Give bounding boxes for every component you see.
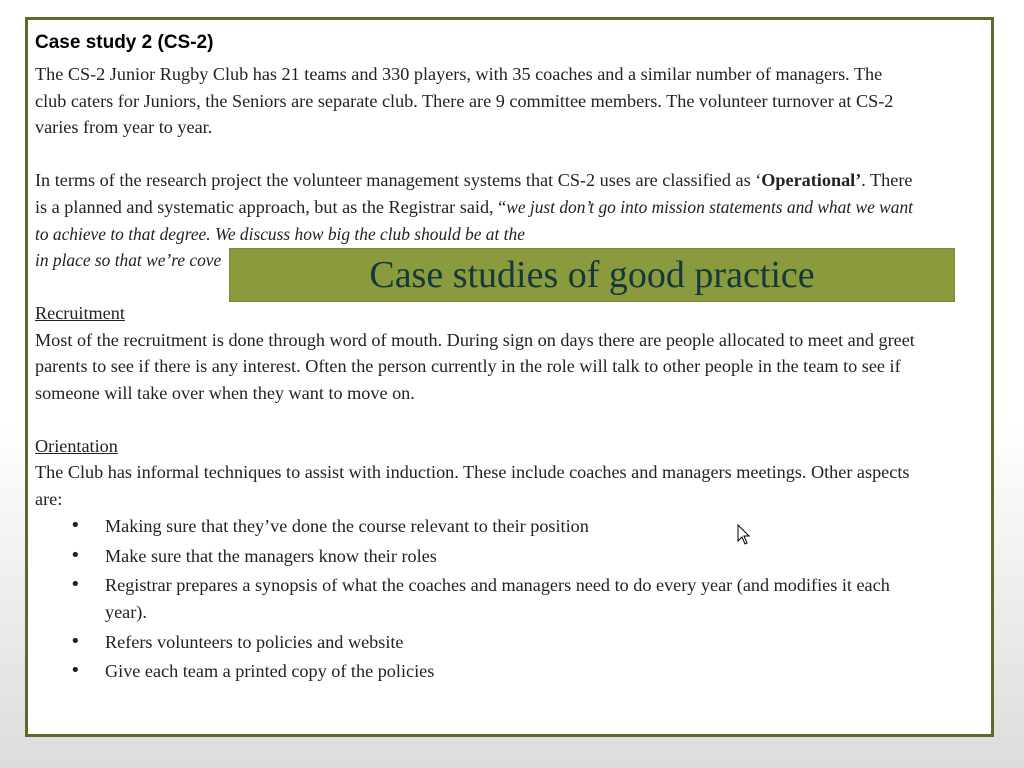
document-content (35, 31, 915, 688)
registrar-quote-end: in place so that we’re cove (35, 250, 222, 271)
list-item: • Make sure that the managers know their roles (105, 543, 915, 570)
registrar-quote: we just don’t go into mission statements and what we want to achieve to that degree. We discuss how big the club should be at the (35, 196, 913, 244)
list-item: • Making sure that they’ve done the course relevant to their position (105, 513, 915, 540)
systems-text-mid: . There is a planned and systematic approach, but as the Registrar said, “ (35, 170, 913, 217)
operational-term: Operational’ (761, 170, 862, 191)
orientation-list (35, 513, 915, 685)
case-study-title: Case study 2 (CS-2) (35, 32, 214, 53)
mouse-cursor-icon (737, 524, 751, 546)
systems-text-start: In terms of the research project the volunteer management systems that CS-2 uses are classified as ‘ (35, 170, 762, 191)
document-frame (25, 17, 994, 737)
recruitment-heading: Recruitment (35, 302, 125, 323)
title-banner: Case studies of good practice (229, 248, 955, 302)
list-item: • Refers volunteers to policies and website (105, 629, 915, 656)
orientation-heading: Orientation (35, 435, 118, 456)
list-item: • Registrar prepares a synopsis of what the coaches and managers need to do every year (and modifies it each year). (105, 572, 915, 625)
intro-paragraph: The CS-2 Junior Rugby Club has 21 teams and 330 players, with 35 coaches and a similar number of managers. The club caters for Juniors, the Seniors are separate club. There are 9 committee members. The volunteer turnover at CS-2 varies from year to year. (35, 64, 894, 138)
orientation-paragraph: The Club has informal techniques to assist with induction. These include coaches and managers meetings. Other aspects are: (35, 462, 910, 510)
list-item: • Give each team a printed copy of the policies (105, 658, 915, 685)
recruitment-paragraph: Most of the recruitment is done through word of mouth. During sign on days there are people allocated to meet and greet parents to see if there is any interest. Often the person currently in the role will talk to other people in the team to see if someone will take over when they want to move on. (35, 329, 915, 404)
